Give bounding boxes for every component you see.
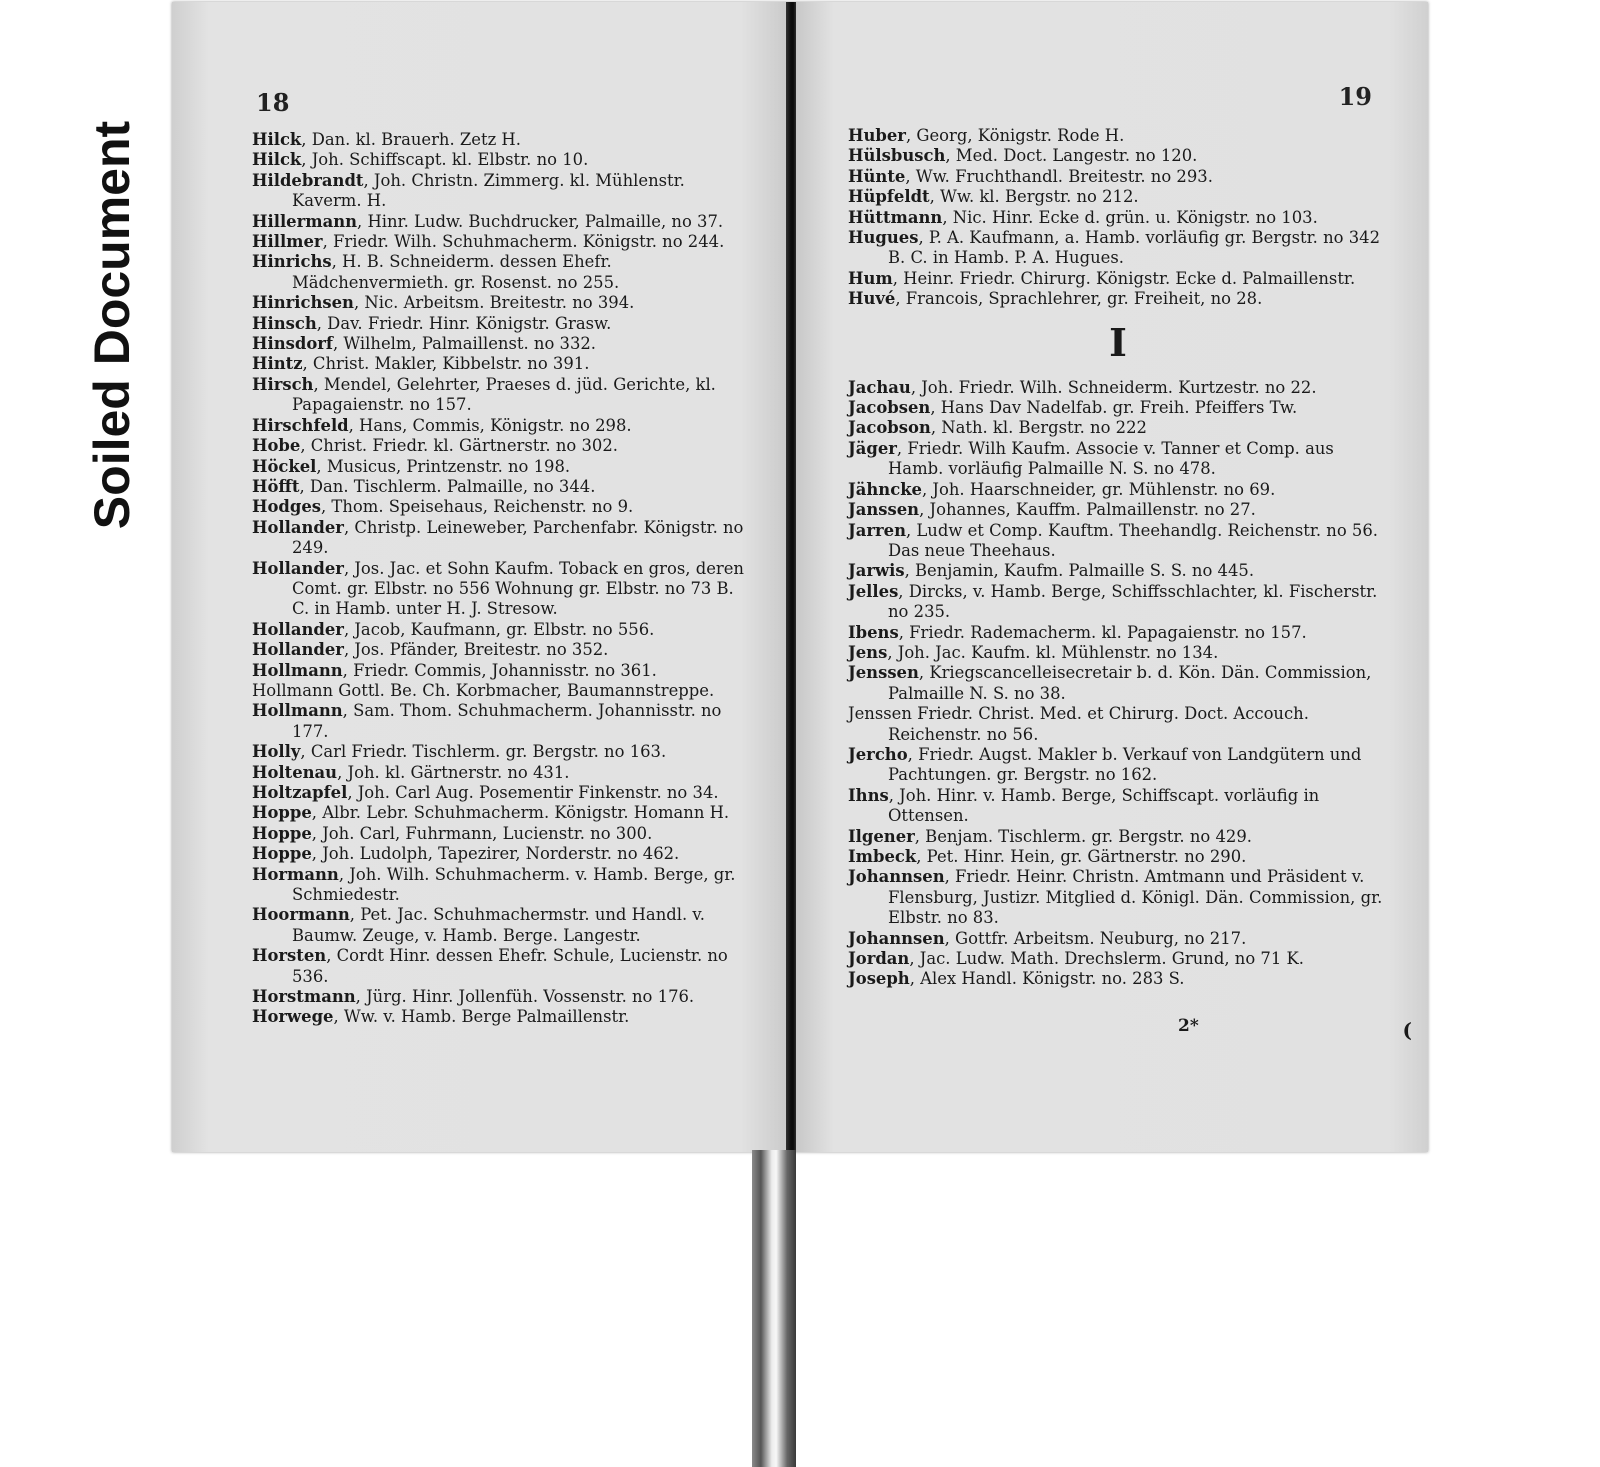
page-number: 18 <box>256 88 290 117</box>
directory-entry: Horsten, Cordt Hinr. dessen Ehefr. Schule, Lucienstr. no 536. <box>252 946 728 986</box>
directory-entry: Johannsen, Gottfr. Arbeitsm. Neuburg, no 217. <box>848 928 1247 948</box>
directory-entry: Hinsch, Dav. Friedr. Hinr. Königstr. Grasw. <box>252 313 612 333</box>
directory-entry: Jordan, Jac. Ludw. Math. Drechslerm. Grund, no 71 K. <box>848 949 1304 969</box>
directory-entry: Hillermann, Hinr. Ludw. Buchdrucker, Palmaille, no 37. <box>252 211 724 231</box>
directory-entry: Jarren, Ludw et Comp. Kauftm. Theehandlg. Reichenstr. no 56. Das neue Theehaus. <box>848 520 1378 560</box>
directory-entry: Höfft, Dan. Tischlerm. Palmaille, no 344. <box>252 476 596 496</box>
open-book <box>172 2 1428 1152</box>
directory-entry: Huber, Georg, Königstr. Rode H. <box>848 126 1125 145</box>
directory-entry: Hintz, Christ. Makler, Kibbelstr. no 391. <box>252 354 590 374</box>
directory-list <box>848 126 1388 990</box>
directory-entry: Hüttmann, Nic. Hinr. Ecke d. grün. u. Königstr. no 103. <box>848 207 1318 227</box>
directory-entry: Hoppe, Joh. Ludolph, Tapezirer, Norderstr. no 462. <box>252 844 680 864</box>
directory-entry: Hollander, Jos. Jac. et Sohn Kaufm. Toback en gros, deren Comt. gr. Elbstr. no 556 Wohnung gr. Elbstr. no 73 B. C. in Hamb. unter H. J. Stresow. <box>252 558 744 619</box>
directory-entry: Hum, Heinr. Friedr. Chirurg. Königstr. Ecke d. Palmaillenstr. <box>848 268 1356 288</box>
directory-entry: Hildebrandt, Joh. Christn. Zimmerg. kl. Mühlenstr. Kaverm. H. <box>252 170 685 211</box>
directory-entry: Hodges, Thom. Speisehaus, Reichenstr. no 9. <box>252 497 634 517</box>
directory-entry: Jacobsen, Hans Dav Nadelfab. gr. Freih. Pfeiffers Tw. <box>848 398 1298 418</box>
left-page <box>172 2 790 1152</box>
document-label-text: Soiled Document <box>84 120 140 530</box>
directory-entry: Jenssen, Kriegscancelleisecretair b. d. Kön. Dän. Commission, Palmaille N. S. no 38. <box>848 663 1372 703</box>
directory-entry: Hinsdorf, Wilhelm, Palmaillenst. no 332. <box>252 334 597 354</box>
directory-entry: Hüpfeldt, Ww. kl. Bergstr. no 212. <box>848 187 1139 207</box>
directory-entry: Hoormann, Pet. Jac. Schuhmachermstr. und Handl. v. Baumw. Zeuge, v. Hamb. Berge. Langestr. <box>252 905 705 945</box>
directory-entry: Hollmann Gottl. Be. Ch. Korbmacher, Baumannstreppe. <box>252 680 715 700</box>
directory-entry: Hollmann, Friedr. Commis, Johannisstr. no 361. <box>252 660 657 680</box>
directory-entry: Hollander, Jacob, Kaufmann, gr. Elbstr. no 556. <box>252 619 655 639</box>
directory-entry: Hülsbusch, Med. Doct. Langestr. no 120. <box>848 146 1198 166</box>
directory-entry: Holly, Carl Friedr. Tischlerm. gr. Bergstr. no 163. <box>252 742 667 762</box>
directory-entry: Höckel, Musicus, Printzenstr. no 198. <box>252 456 571 476</box>
directory-entry: Huvé, Francois, Sprachlehrer, gr. Freiheit, no 28. <box>848 289 1263 309</box>
directory-entry: Johannsen, Friedr. Heinr. Christn. Amtmann und Präsident v. Flensburg, Justizr. Mitglied d. Königl. Dän. Commission, gr. Elbstr. no 83. <box>848 867 1383 928</box>
directory-entry: Horstmann, Jürg. Hinr. Jollenfüh. Vossenstr. no 176. <box>252 987 695 1007</box>
signature-mark: 2* <box>1178 1016 1199 1036</box>
directory-entry: Jelles, Dircks, v. Hamb. Berge, Schiffsschlachter, kl. Fischerstr. no 235. <box>848 581 1378 622</box>
directory-entry: Jarwis, Benjamin, Kaufm. Palmaille S. S. no 445. <box>848 561 1255 581</box>
document-label <box>86 70 138 580</box>
directory-entry: Hinrichsen, Nic. Arbeitsm. Breitestr. no 394. <box>252 293 635 313</box>
directory-entry: Ihns, Joh. Hinr. v. Hamb. Berge, Schiffscapt. vorläufig in Ottensen. <box>848 785 1320 826</box>
book-spine <box>752 1150 796 1467</box>
directory-entry: Hobe, Christ. Friedr. kl. Gärtnerstr. no 302. <box>252 436 618 456</box>
directory-entry: Jacobson, Nath. kl. Bergstr. no 222 <box>848 418 1147 438</box>
directory-entry: Hünte, Ww. Fruchthandl. Breitestr. no 293. <box>848 166 1213 186</box>
directory-entry: Hoppe, Joh. Carl, Fuhrmann, Lucienstr. no 300. <box>252 823 653 843</box>
directory-entry: Hinrichs, H. B. Schneiderm. dessen Ehefr. Mädchenvermieth. gr. Rosenst. no 255. <box>252 252 620 292</box>
right-page <box>796 2 1428 1152</box>
directory-entry: Holtzapfel, Joh. Carl Aug. Posementir Finkenstr. no 34. <box>252 783 719 802</box>
directory-entry: Hollander, Christp. Leineweber, Parchenfabr. Königstr. no 249. <box>252 517 744 558</box>
page-number: 19 <box>1338 82 1372 111</box>
directory-entry: Ibens, Friedr. Rademacherm. kl. Papagaienstr. no 157. <box>848 622 1307 642</box>
directory-entry: Hillmer, Friedr. Wilh. Schuhmacherm. Königstr. no 244. <box>252 232 725 252</box>
directory-entry: Hoppe, Albr. Lebr. Schuhmacherm. Königstr. Homann H. <box>252 803 730 823</box>
directory-entry: Hirsch, Mendel, Gelehrter, Praeses d. jüd. Gerichte, kl. Papagaienstr. no 157. <box>252 374 716 415</box>
edge-mark: ( <box>1402 1018 1412 1042</box>
section-letter-heading: I <box>1109 319 1127 365</box>
directory-entry: Janssen, Johannes, Kauffm. Palmaillenstr. no 27. <box>848 500 1256 520</box>
directory-entry: Jäger, Friedr. Wilh Kaufm. Associe v. Tanner et Comp. aus Hamb. vorläufig Palmaille N. S. no 478. <box>848 438 1334 479</box>
directory-entry: Hilck, Dan. kl. Brauerh. Zetz H. <box>252 130 521 149</box>
directory-entry: Hugues, P. A. Kaufmann, a. Hamb. vorläufig gr. Bergstr. no 342 B. C. in Hamb. P. A. Hugues. <box>848 228 1380 268</box>
directory-entry: Jähncke, Joh. Haarschneider, gr. Mühlenstr. no 69. <box>848 479 1276 499</box>
directory-entry: Imbeck, Pet. Hinr. Hein, gr. Gärtnerstr. no 290. <box>848 847 1247 866</box>
directory-entry: Hollmann, Sam. Thom. Schuhmacherm. Johannisstr. no 177. <box>252 701 722 741</box>
directory-entry: Jens, Joh. Jac. Kaufm. kl. Mühlenstr. no 134. <box>848 642 1219 662</box>
directory-entry: Hollander, Jos. Pfänder, Breitestr. no 352. <box>252 640 609 660</box>
directory-entry: Jercho, Friedr. Augst. Makler b. Verkauf von Landgütern und Pachtungen. gr. Bergstr. no 162. <box>848 744 1362 785</box>
directory-entry: Jenssen Friedr. Christ. Med. et Chirurg. Doct. Accouch. Reichenstr. no 56. <box>848 704 1309 744</box>
directory-entry: Jachau, Joh. Friedr. Wilh. Schneiderm. Kurtzestr. no 22. <box>848 377 1317 397</box>
directory-list <box>252 130 748 1028</box>
directory-entry: Hirschfeld, Hans, Commis, Königstr. no 298. <box>252 415 632 435</box>
directory-entry: Holtenau, Joh. kl. Gärtnerstr. no 431. <box>252 762 570 782</box>
directory-entry: Hilck, Joh. Schiffscapt. kl. Elbstr. no 10. <box>252 150 589 170</box>
directory-entry: Horwege, Ww. v. Hamb. Berge Palmaillenstr. <box>252 1007 630 1027</box>
directory-entry: Ilgener, Benjam. Tischlerm. gr. Bergstr. no 429. <box>848 826 1252 846</box>
directory-entry: Joseph, Alex Handl. Königstr. no. 283 S. <box>848 969 1185 989</box>
directory-entry: Hormann, Joh. Wilh. Schuhmacherm. v. Hamb. Berge, gr. Schmiedestr. <box>252 864 736 905</box>
